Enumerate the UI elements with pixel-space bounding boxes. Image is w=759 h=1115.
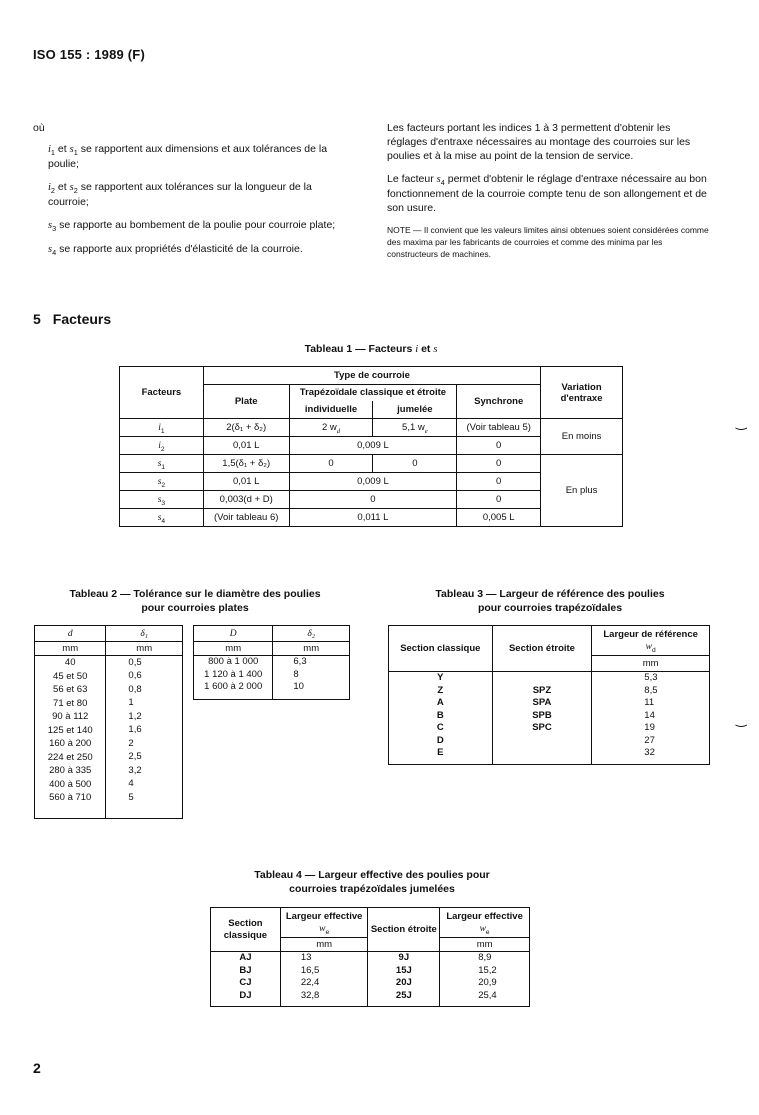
t1-row-i2: $i_2$ 0,01 L 0,009 L 0: [120, 437, 623, 455]
t3-row-cell: 14: [644, 709, 655, 721]
t4-row-cell: 15J: [368, 965, 440, 978]
t3-row-cell: 5,3: [644, 672, 658, 683]
t4-row-cell: 9J: [368, 952, 440, 965]
t4-row-cell: 20J: [368, 977, 440, 990]
t3-row-cell: 27: [644, 734, 655, 746]
t3-header-etroite: Section étroite: [492, 626, 592, 672]
definition-s3: $s_3$ se rapporte au bombement de la poulie pour courroie plate;: [48, 219, 336, 233]
t4-row-cell: 25J: [368, 990, 440, 1003]
t4-row-cell: CJ: [211, 977, 281, 990]
paragraph-factor-s4: Le facteur $s_4$ permet d'obtenir le réglage d'entraxe nécessaire au bon fonctionnement de la courroie compte tenu de son allongement et de son usure.: [387, 173, 707, 214]
table1: [119, 366, 623, 527]
t3-row-cell: D: [389, 735, 493, 748]
table1-caption: Tableau 1 — Facteurs i et s: [304, 343, 438, 355]
t2a-row-cell: 1,2: [128, 710, 142, 722]
t2a-row: [35, 791, 183, 805]
t2a-row-cell: 71 et 80: [35, 697, 106, 711]
t1-variation-moins: En moins: [541, 419, 623, 455]
table3: Section classique Section étroite Largeur de référence $w_d$ mm Y 5,3 Z SPZ 8,5 A SPA 11 B SPB 14 C SPC 19 D 27 E 32: [388, 625, 710, 765]
t1-header-trapezoidale: Trapézoïdale classique et étroite: [289, 385, 457, 401]
t3-row-cell: A: [389, 697, 493, 710]
t2a-row-cell: 56 et 63: [35, 683, 106, 697]
t3-row-cell: SPC: [492, 722, 592, 735]
t2b-row-cell: 10: [293, 681, 304, 692]
t4-header-largeur-1: Largeur effective $w_e$: [280, 908, 368, 938]
t1-header-plate: Plate: [203, 385, 289, 419]
t2b-row-cell: 1 600 à 2 000: [194, 681, 273, 694]
definition-i2-s2: $i_2$ et $s_2$ se rapportent aux tolérances sur la longueur de la courroie;: [48, 181, 312, 208]
t1-header-type: Type de courroie: [203, 367, 540, 385]
t1-header-individuelle: individuelle: [289, 401, 373, 419]
t4-row: [211, 977, 530, 990]
ou-label: où: [33, 122, 45, 134]
factor-definitions: [48, 142, 355, 257]
section-title: Facteurs: [52, 311, 112, 327]
t3-row: [389, 672, 710, 685]
t2a-row-cell: 160 à 200: [35, 737, 106, 751]
t4-header-largeur-2: Largeur effective $w_e$: [440, 908, 530, 938]
table2-left: d δ₁ mm mm 40 0,5 45 et 50 0,6 56 et 63 0,8 71 et 80 1 90 à 112 1,2 125 et 140 1,6 160 à 200 2 224 et 250 2,5 280 à 335 3,2 400 à 500 4 560 à 710 5: [34, 625, 183, 819]
t2a-header-delta1: δ₁: [140, 628, 149, 639]
t1-variation-plus: En plus: [541, 455, 623, 527]
t2a-row: [35, 737, 183, 751]
t2a-body: [35, 656, 183, 805]
t2a-row-cell: 224 et 250: [35, 751, 106, 765]
t3-body: [389, 672, 710, 760]
t4-row: [211, 990, 530, 1003]
t2b-row-cell: 8: [293, 668, 299, 680]
t4-row-cell: 16,5: [280, 965, 368, 978]
t2a-row-cell: 280 à 335: [35, 764, 106, 778]
note: NOTE — Il convient que les valeurs limites ainsi obtenues soient considérées comme des maxima par les fabricants de courroies et comme des minima par les constructeurs de machines.: [387, 225, 709, 259]
table4-caption: Tableau 4 — Largeur effective des poulies pour courroies trapézoïdales jumelées: [254, 869, 490, 895]
t2b-header-delta2: δ₂: [307, 628, 316, 639]
t1-row-s4: $s_4$ (Voir tableau 6) 0,011 L 0,005 L: [120, 509, 623, 527]
t3-row: [389, 735, 710, 748]
t2a-header-d: d: [35, 626, 106, 642]
t2a-row: [35, 683, 183, 697]
t3-row-cell: [492, 747, 592, 760]
definition-s4: $s_4$ se rapporte aux propriétés d'élasticité de la courroie.: [48, 243, 303, 257]
t3-row-cell: SPB: [492, 710, 592, 723]
t4-row-cell: 32,8: [280, 990, 368, 1003]
t4-header-section-etroite: Section étroite: [368, 908, 440, 952]
t2b-row: [194, 669, 350, 682]
table2-right: D δ₂ mm mm 800 à 1 000 6,3 1 120 à 1 400 8 1 600 à 2 000 10: [193, 625, 350, 700]
t4-row-cell: BJ: [211, 965, 281, 978]
t3-row: [389, 710, 710, 723]
t1-row-s1: $s_1$ 1,5(δ₁ + δ₂) 0 0 0 En plus: [120, 455, 623, 473]
t2a-row-cell: 4: [128, 778, 134, 789]
t4-row: [211, 952, 530, 965]
table3-caption: Tableau 3 — Largeur de référence des poulies pour courroies trapézoïdales: [435, 588, 665, 614]
t1-row-i1: $i_1$ 2(δ₁ + δ₂) 2 $w_d$ 5,1 $w_e$ (Voir tableau 5) En moins: [120, 419, 623, 437]
t2a-row-cell: 0,6: [128, 670, 142, 681]
t2a-row-cell: 400 à 500: [35, 778, 106, 792]
t3-row-cell: E: [389, 747, 493, 760]
t3-row-cell: SPA: [492, 697, 592, 710]
section-number: 5: [33, 311, 41, 327]
t2b-row-cell: 1 120 à 1 400: [194, 669, 273, 682]
t3-row-cell: 8,5: [644, 684, 658, 696]
page-number: 2: [33, 1060, 41, 1076]
t1-header-facteurs: Facteurs: [120, 367, 204, 419]
t4-row-cell: DJ: [211, 990, 281, 1003]
t4-row-cell: 25,4: [478, 989, 497, 1001]
t2a-row: [35, 724, 183, 738]
t2a-row: [35, 764, 183, 778]
t4-header-section-classique: Section classique: [211, 908, 281, 952]
t2a-row-cell: 45 et 50: [35, 670, 106, 684]
t1-header-synchrone: Synchrone: [457, 385, 541, 419]
t2a-row-cell: 1,6: [128, 724, 142, 735]
t3-row-cell: SPZ: [492, 685, 592, 698]
t2a-row-cell: 560 à 710: [35, 791, 106, 805]
t2a-row-cell: 3,2: [128, 764, 142, 776]
t2b-row: [194, 656, 350, 669]
t2a-row-cell: 90 à 112: [35, 710, 106, 724]
t2a-row: [35, 656, 183, 670]
t3-row-cell: [492, 735, 592, 748]
definition-i1-s1: $i_1$ et $s_1$ se rapportent aux dimensions et aux tolérances de la poulie;: [48, 143, 328, 170]
t2a-row: [35, 751, 183, 765]
t1-header-jumelee: jumelée: [373, 401, 457, 419]
t3-header-classique: Section classique: [389, 626, 493, 672]
margin-mark-1: ‿: [736, 415, 747, 430]
t2a-row-cell: 0,8: [128, 683, 142, 695]
t2a-row-cell: 125 et 140: [35, 724, 106, 738]
t2a-row-cell: 2: [128, 737, 134, 749]
t3-header-largeur: Largeur de référence $w_d$: [592, 626, 710, 656]
t3-row-cell: Y: [389, 672, 493, 685]
t3-row-cell: [492, 672, 592, 685]
t2a-row: [35, 697, 183, 711]
right-column: [387, 121, 712, 260]
t4-body: [211, 952, 530, 1003]
t3-row-cell: 32: [644, 747, 655, 758]
t4-row-cell: 13: [280, 952, 368, 965]
t2a-row: [35, 778, 183, 792]
t4-row: [211, 965, 530, 978]
t2b-body: [194, 656, 350, 694]
t3-row-cell: 19: [644, 722, 655, 733]
t2a-row-cell: 40: [35, 656, 106, 670]
t3-row-cell: Z: [389, 685, 493, 698]
t3-row: [389, 722, 710, 735]
t2a-row: [35, 710, 183, 724]
t4-row-cell: 15,2: [478, 964, 497, 976]
t1-row-s2: $s_2$ 0,01 L 0,009 L 0: [120, 473, 623, 491]
t3-row-cell: B: [389, 710, 493, 723]
t4-row-cell: AJ: [211, 952, 281, 965]
t3-row: [389, 747, 710, 760]
t3-row-cell: C: [389, 722, 493, 735]
t1-header-variation: Variation d'entraxe: [541, 367, 623, 419]
t4-row-cell: 8,9: [478, 952, 492, 963]
t2a-row-cell: 1: [128, 697, 134, 708]
table4: Section classique Largeur effective $w_e$ Section étroite Largeur effective $w_e$ mm mm AJ 13 9J 8,9 BJ 16,5 15J 15,2 CJ 22,4 20J 20,9 DJ 32,8 25J 25,4: [210, 907, 530, 1007]
section-heading: [33, 311, 111, 327]
t2b-row-cell: 800 à 1 000: [194, 656, 273, 669]
margin-mark-2: ‿: [736, 712, 747, 727]
paragraph-factors-1-3: Les facteurs portant les indices 1 à 3 permettent d'obtenir les réglages d'entraxe nécessaires au montage des courroies sur les poulies et à la mise au point de la tension de service.: [387, 122, 691, 162]
page-header: ISO 155 : 1989 (F): [33, 47, 145, 62]
table2-caption: Tableau 2 — Tolérance sur le diamètre des poulies pour courroies plates: [69, 588, 321, 614]
t2b-header-D: D: [194, 626, 273, 642]
t2b-row: [194, 681, 350, 694]
t2a-row-cell: 2,5: [128, 751, 142, 762]
t2a-row-cell: 0,5: [128, 656, 142, 668]
t3-row: [389, 697, 710, 710]
t1-row-s3: $s_3$ 0,003(d + D) 0 0: [120, 491, 623, 509]
t2a-row: [35, 670, 183, 684]
t4-row-cell: 20,9: [478, 977, 497, 988]
t2a-row-cell: 5: [128, 791, 134, 803]
t3-row: [389, 685, 710, 698]
t3-row-cell: 11: [644, 697, 655, 708]
t4-row-cell: 22,4: [280, 977, 368, 990]
t2b-row-cell: 6,3: [293, 656, 307, 667]
